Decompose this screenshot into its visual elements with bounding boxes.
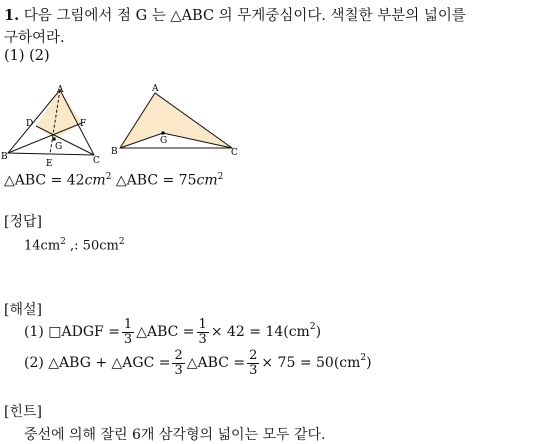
given-unit-2: cm (196, 172, 218, 189)
solution-line-1 (24, 318, 321, 346)
solution-2-exp: 2 (360, 353, 367, 363)
hint-heading: [힌트] (4, 404, 42, 420)
label-a-2: A (152, 84, 159, 94)
fraction-denominator: 3 (123, 331, 133, 347)
solution-2-fraction-2 (247, 349, 259, 377)
fraction-numerator: 1 (123, 317, 133, 332)
solution-1-fraction-1 (122, 318, 134, 346)
solution-2-close: ) (366, 355, 372, 372)
fraction-denominator: 3 (198, 331, 207, 347)
answer-heading: [정답] (4, 214, 42, 230)
question-line-1 (4, 4, 466, 25)
answer-1: 14cm (24, 238, 61, 254)
solution-1-exp: 2 (309, 322, 316, 332)
point-g-1 (52, 137, 56, 141)
solution-1-mid: △ABC = (136, 324, 195, 341)
label-d-1: D (26, 119, 34, 129)
solution-1-prefix: (1) □ADGF = (24, 324, 120, 341)
fraction-numerator: 2 (174, 348, 183, 363)
solution-2-tail: × 75 = 50(cm (261, 355, 361, 372)
answer-1-exp: 2 (60, 237, 66, 247)
given-exp-2: 2 (217, 172, 224, 182)
answer-2: 50cm (82, 238, 119, 254)
solution-line-2 (24, 349, 372, 377)
label-g-1: G (55, 142, 63, 152)
answer-2-exp: 2 (118, 237, 125, 247)
solution-1-tail: × 42 = 14(cm (210, 324, 310, 341)
given-areas (4, 172, 223, 189)
question-text-1: 다음 그림에서 점 G 는 △ABC 의 무게중심이다. 색칠한 부분의 넓이를 (23, 8, 466, 24)
figure-2 (108, 82, 248, 168)
label-f-1: F (80, 119, 87, 129)
label-c-2: C (231, 148, 238, 158)
label-e-1: E (46, 159, 53, 168)
answer-separator: ,: (65, 238, 83, 254)
solution-2-mid: △ABC = (186, 355, 246, 372)
parts-label: (1) (2) (4, 48, 50, 64)
given-area-2: △ABC = 75 (115, 172, 197, 189)
solution-heading: [해설] (4, 302, 42, 318)
label-b-2: B (111, 147, 118, 157)
question-number: 1. (4, 7, 20, 24)
label-g-2: G (160, 136, 168, 146)
solution-1-fraction-2 (197, 318, 209, 346)
fraction-numerator: 2 (249, 348, 258, 363)
question-line-2: 구하여라. (4, 30, 65, 46)
shaded-triangles-abg-agc (120, 93, 232, 148)
solution-2-prefix: (2) △ABG + △AGC = (24, 355, 171, 372)
given-unit-1: cm (84, 172, 106, 189)
label-b-1: B (1, 152, 8, 162)
fraction-denominator: 3 (174, 362, 183, 378)
point-g-2 (161, 131, 165, 135)
answer-line (24, 237, 125, 253)
solution-2-fraction-1 (172, 349, 184, 377)
given-exp-1: 2 (105, 172, 112, 182)
fraction-denominator: 3 (249, 362, 258, 378)
label-c-1: C (93, 156, 100, 166)
solution-1-close: ) (315, 324, 322, 341)
label-a-1: A (57, 85, 64, 95)
figure-1 (0, 82, 110, 168)
hint-text: 중선에 의해 잘린 6개 삼각형의 넓이는 모두 같다. (24, 427, 326, 443)
fraction-numerator: 1 (198, 317, 207, 332)
given-area-1: △ABC = 42 (4, 172, 85, 189)
